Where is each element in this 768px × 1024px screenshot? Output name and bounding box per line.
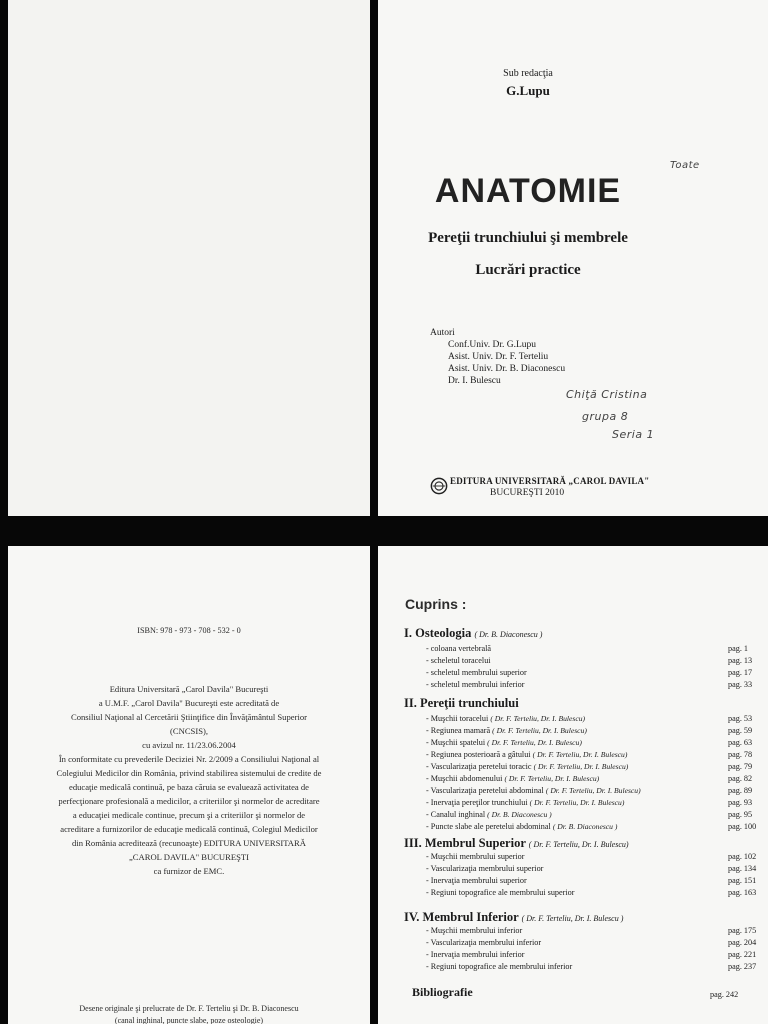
blank-page <box>8 0 370 516</box>
isbn: ISBN: 978 - 973 - 708 - 532 - 0 <box>137 626 241 635</box>
colophon-line: Consiliul Naţional al Cercetării Ştiinţifice din Învăţământul Superior <box>70 712 308 722</box>
handwritten-series: Seria 1 <box>612 428 655 441</box>
colophon-line: a educaţiei medicale continue, precum şi a criteriilor şi normelor de <box>72 810 306 820</box>
colophon-line: acreditare a furnizorilor de educaţie medicală continuă, Colegiul Medicilor <box>60 824 318 834</box>
publisher-logo-icon <box>430 477 448 495</box>
section-author: ( Dr. B. Diaconescu ) <box>474 630 543 639</box>
section-author: ( Dr. F. Terteliu, Dr. I. Bulescu ) <box>521 914 624 923</box>
toc-section-title <box>404 696 519 711</box>
section-author: ( Dr. F. Terteliu, Dr. I. Bulescu) <box>528 840 629 849</box>
colophon-line: (CNCSIS), <box>170 726 208 736</box>
toc-heading: Cuprins : <box>405 596 467 612</box>
colophon-line: În conformitate cu prevederile Deciziei Nr. 2/2009 a Consiliului Naţional al <box>58 754 320 764</box>
bibliography-title: Bibliografie <box>412 985 473 999</box>
author-line: Dr. I. Bulescu <box>448 376 501 386</box>
book-practice-label: Lucrări practice <box>475 262 581 278</box>
toc-section-title <box>404 836 629 851</box>
toc-section-title <box>404 910 623 925</box>
book-title: ANATOMIE <box>434 172 622 210</box>
publisher-city-year: BUCUREŞTI 2010 <box>490 488 565 498</box>
section-title-text: II. Pereţii trunchiului <box>404 696 519 710</box>
colophon-line: Editura Universitară „Carol Davila" Bucureşti <box>109 684 269 694</box>
toc-page: Cuprins : I. Osteologia ( Dr. B. Diaconescu ) - coloana vertebrală pag. 1 - scheletul toracelui pag. 13 - scheletul membrului superior pag. 17 - scheletul membrului inferior pag. 33 II. Pereţii trunchiului - Muşchii toracelui ( Dr. F. Terteliu, Dr. I. Bulescu) pag. 53 - Regiunea mamară ( Dr. F. Terteliu, Dr. I. Bulescu) pag. 59 - Muşchii spatelui ( Dr. F. Terteliu, Dr. I. Bulescu) pag. 63 - Regiunea posterioară a gâtului ( Dr. F. Terteliu, Dr. I. Bulescu) pag. 78 - Vascularizaţia peretelui toracic ( Dr. F. Terteliu, Dr. I. Bulescu) pag. 79 - Muşchii abdomenului ( Dr. F. Terteliu, Dr. I. Bulescu) pag. 82 - Vascularizaţia peretelui abdominal ( Dr. F. Terteliu, Dr. I. Bulescu) pag. 89 - Inervaţia pereţilor trunchiului ( Dr. F. Terteliu, Dr. I. Bulescu) pag. 93 - Canalul inghinal ( Dr. B. Diaconescu ) pag. 95 - Puncte slabe ale peretelui abdominal ( Dr. B. Diaconescu ) pag. 100 III. Membrul Superior ( Dr. F. Terteliu, Dr. I. Bulescu) - Muşchii membrului superior pag. 102 - Vascularizaţia membrului superior pag. 134 - Inervaţia membrului superior pag. 151 - Regiuni topografice ale membrului superior pag. 163 IV. Membrul Inferior ( Dr. F. Terteliu, Dr. I. Bulescu ) - Muşchii membrului inferior pag. 175 - Vascularizaţia membrului inferior pag. 204 - Inervaţia membrului inferior pag. 221 - Regiuni topografice ale membrului inferior pag. 237 Bibliografie pag. 242 <box>378 546 768 1024</box>
colophon-line: din România acreditează (recunoaşte) EDITURA UNIVERSITARĂ <box>72 838 306 848</box>
colophon-line: cu avizul nr. 11/23.06.2004 <box>142 740 236 750</box>
sub-label: Sub redacţia <box>503 68 553 79</box>
section-title-text: I. Osteologia <box>404 626 472 640</box>
handwritten-group: grupa 8 <box>582 410 629 423</box>
book-subtitle: Pereţii trunchiului şi membrele <box>428 230 628 246</box>
author-line: Asist. Univ. Dr. B. Diaconescu <box>448 364 566 374</box>
handwritten-name: Chiţă Cristina <box>566 388 648 401</box>
bibliography-page: pag. 242 <box>710 990 739 999</box>
colophon-line: „CAROL DAVILA" BUCUREŞTI <box>128 852 249 862</box>
handwritten-note-top: Toate <box>670 160 700 171</box>
colophon-line: Colegiului Medicilor din România, privind stabilirea sistemului de credite de <box>56 768 322 778</box>
author-line: Conf.Univ. Dr. G.Lupu <box>448 340 537 350</box>
authors-label: Autori <box>430 328 455 338</box>
illustration-credit-detail: (canal inghinal, puncte slabe, poze osteologie) <box>114 1016 264 1024</box>
colophon-line: a U.M.F. „Carol Davila" Bucureşti este acreditată de <box>98 698 280 708</box>
editor-name: G.Lupu <box>506 83 550 98</box>
publisher-name: EDITURA UNIVERSITARĂ „CAROL DAVILA" <box>450 476 650 486</box>
colophon-page <box>8 546 370 1024</box>
colophon-line: educaţie medicală continuă, pe baza căruia se evaluează activitatea de <box>69 782 309 792</box>
section-title-text: III. Membrul Superior <box>404 836 526 850</box>
title-page <box>378 0 768 516</box>
toc-section-title <box>404 626 542 641</box>
section-title-text: IV. Membrul Inferior <box>404 910 519 924</box>
author-line: Asist. Univ. Dr. F. Terteliu <box>448 352 549 362</box>
colophon-line: ca furnizor de EMC. <box>153 866 225 876</box>
colophon-line: perfecţionare profesională a medicilor, a criteriilor şi normelor de acreditare <box>58 796 320 806</box>
illustration-credit: Desene originale şi prelucrate de Dr. F. Terteliu şi Dr. B. Diaconescu <box>79 1004 299 1013</box>
